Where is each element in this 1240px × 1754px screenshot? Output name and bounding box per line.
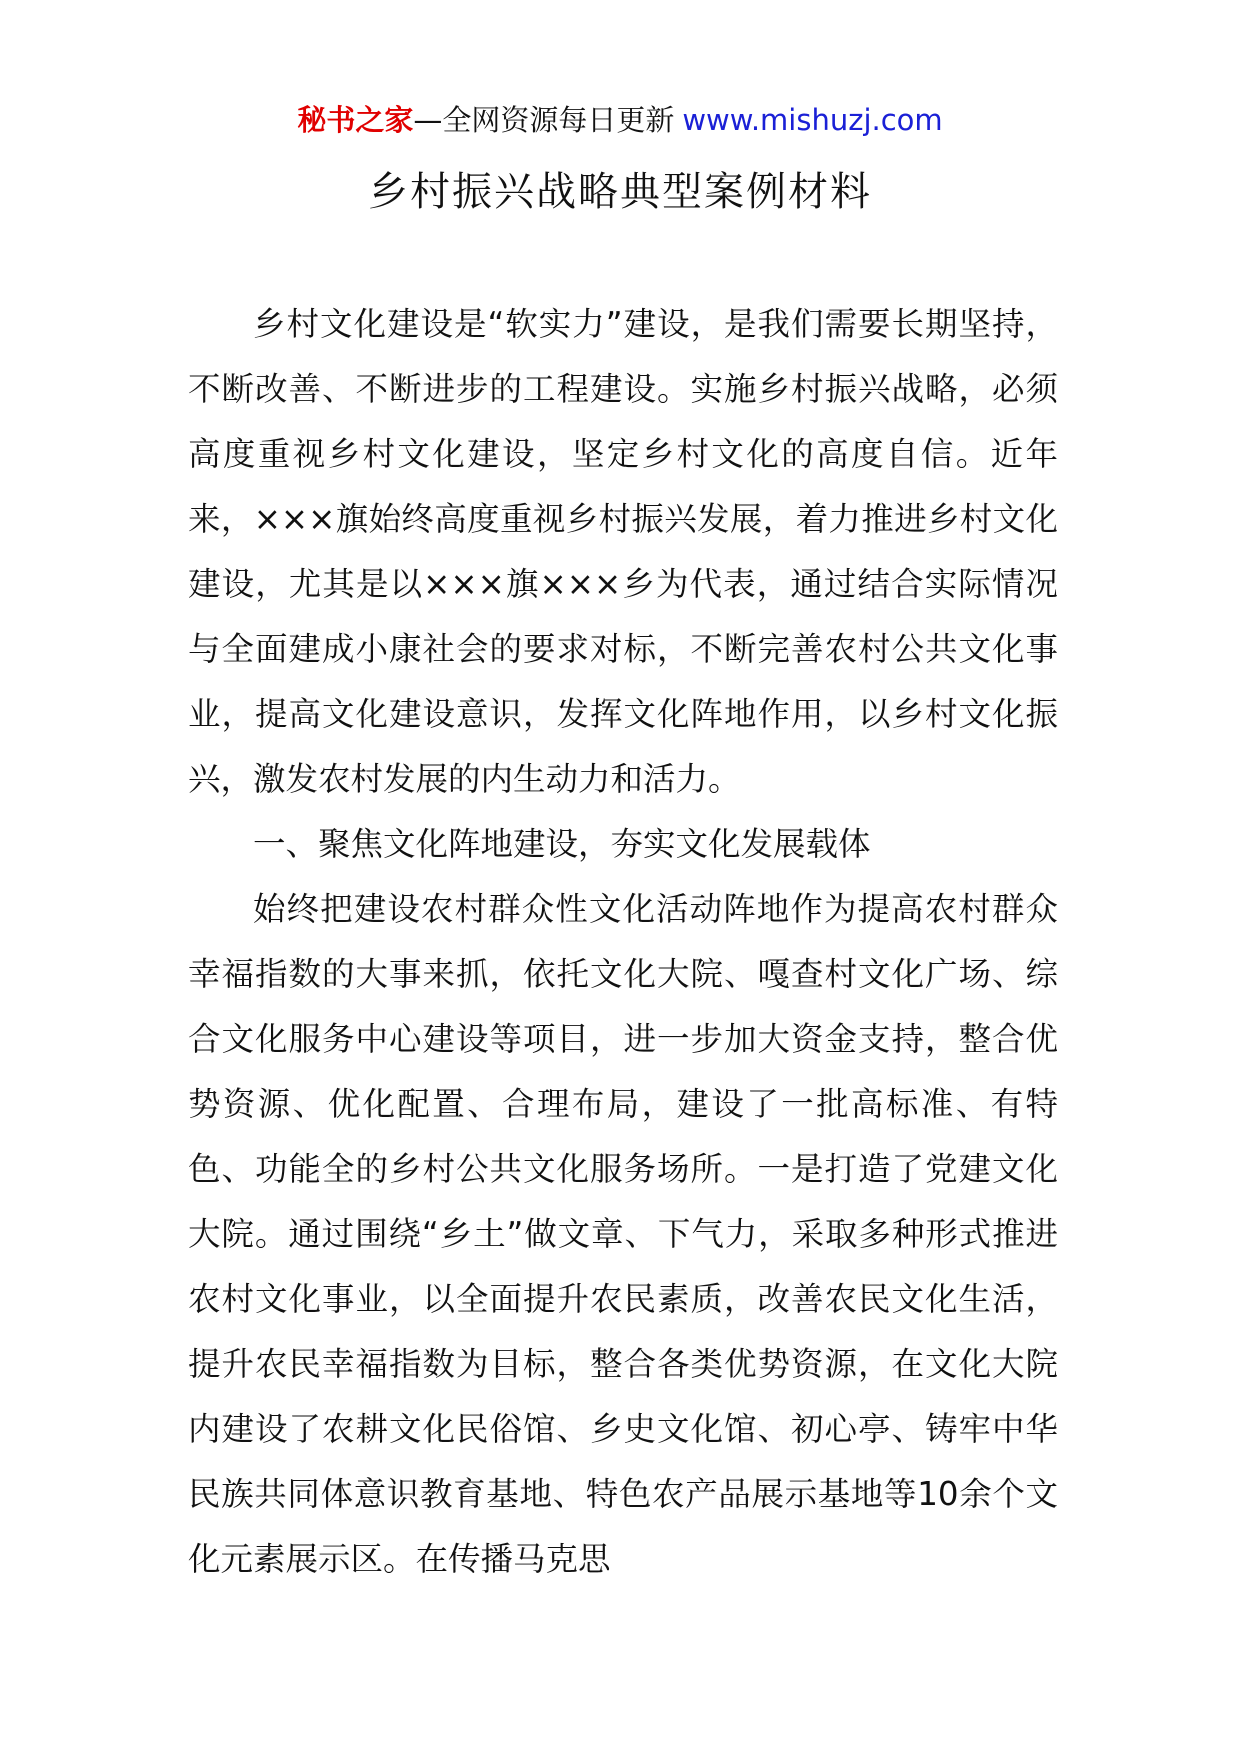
section-heading: 一、聚焦文化阵地建设，夯实文化发展载体 — [253, 825, 871, 863]
brand-tagline: —全网资源每日更新 — [413, 103, 675, 137]
brand-name: 秘书之家 — [297, 103, 414, 137]
site-header — [0, 100, 1240, 140]
site-url-link[interactable]: www.mishuzj.com — [682, 103, 943, 137]
document-title: 乡村振兴战略典型案例材料 — [368, 169, 872, 215]
intro-paragraph: 乡村文化建设是“软实力”建设，是我们需要长期坚持，不断改善、不断进步的工程建设。实施乡村振兴战略，必须高度重视乡村文化建设，坚定乡村文化的高度自信。近年来，×××旗始终高度重视乡村振兴发展，着力推进乡村文化建设，尤其是以×××旗×××乡为代表，通过结合实际情况与全面建成小康社会的要求对标，不断完善农村公共文化事业，提高文化建设意识，发挥文化阵地作用，以乡村文化振兴，激发农村发展的内生动力和活力。 — [188, 305, 1058, 798]
body-paragraph: 始终把建设农村群众性文化活动阵地作为提高农村群众幸福指数的大事来抓，依托文化大院、嘎查村文化广场、综合文化服务中心建设等项目，进一步加大资金支持，整合优势资源、优化配置、合理布局，建设了一批高标准、有特色、功能全的乡村公共文化服务场所。一是打造了党建文化大院。通过围绕“乡土”做文章、下气力，采取多种形式推进农村文化事业，以全面提升农民素质，改善农民文化生活，提升农民幸福指数为目标，整合各类优势资源，在文化大院内建设了农耕文化民俗馆、乡史文化馆、初心亭、铸牢中华民族共同体意识教育基地、特色农产品展示基地等10余个文化元素展示区。在传播马克思 — [188, 890, 1058, 1578]
document-body — [188, 292, 1058, 1592]
